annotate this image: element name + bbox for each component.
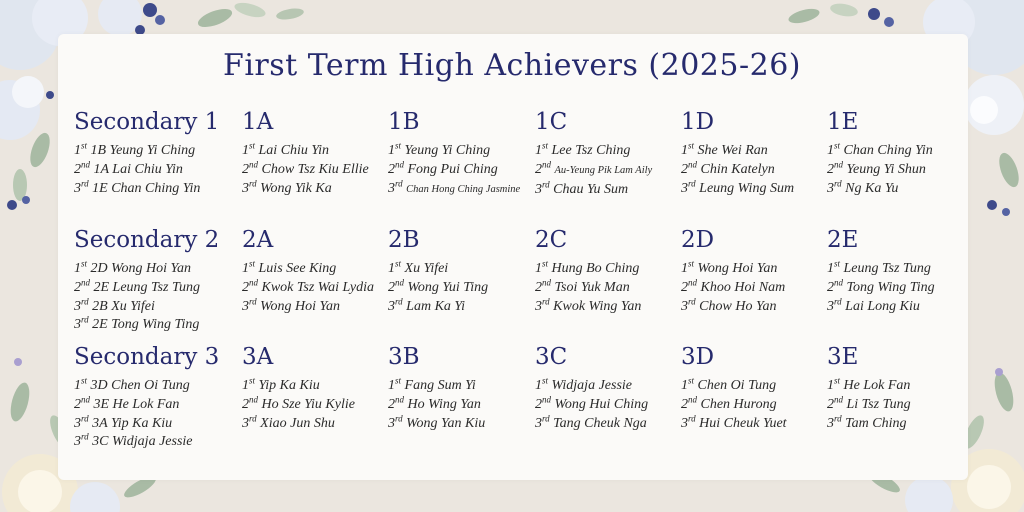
rank-number: 2 bbox=[74, 279, 81, 295]
achiever-entry bbox=[681, 177, 795, 199]
class-section bbox=[388, 228, 488, 316]
class-section bbox=[827, 345, 911, 433]
rank-suffix: nd bbox=[688, 394, 697, 405]
rank-number: 3 bbox=[74, 434, 81, 450]
rank-number: 2 bbox=[827, 161, 834, 177]
rank-suffix: nd bbox=[688, 159, 697, 170]
achiever-entry bbox=[681, 142, 794, 161]
student-name: Yeung Yi Shun bbox=[846, 161, 926, 177]
rank-suffix: nd bbox=[249, 159, 258, 170]
achiever-list bbox=[827, 377, 911, 433]
student-name: 2D Wong Hoi Yan bbox=[90, 261, 192, 276]
student-name: Tang Cheuk Nga bbox=[553, 415, 647, 431]
achiever-entry bbox=[535, 161, 652, 181]
rank-number: 3 bbox=[827, 298, 834, 314]
student-name: 1B Yeung Yi Ching bbox=[90, 143, 196, 158]
rank-suffix: nd bbox=[249, 394, 258, 405]
rank-number: 3 bbox=[827, 180, 834, 196]
rank-number: 1 bbox=[242, 378, 249, 393]
achiever-list bbox=[827, 142, 933, 198]
achiever-entry bbox=[74, 295, 219, 317]
achiever-entry bbox=[74, 433, 219, 452]
student-name: 1A Lai Chiu Yin bbox=[93, 161, 183, 177]
student-name: Kwok Wing Yan bbox=[553, 298, 642, 314]
rank-suffix: nd bbox=[834, 394, 843, 405]
rank-suffix: st bbox=[542, 140, 549, 151]
student-name: 3D Chen Oi Tung bbox=[90, 378, 190, 393]
class-heading: 2C bbox=[535, 227, 568, 253]
rank-suffix: rd bbox=[834, 177, 842, 188]
rank-number: 1 bbox=[535, 378, 542, 393]
rank-number: 1 bbox=[242, 261, 249, 276]
student-name: Yip Ka Kiu bbox=[258, 378, 320, 393]
achiever-entry bbox=[827, 260, 935, 279]
rank-number: 3 bbox=[535, 181, 542, 197]
achiever-entry bbox=[74, 279, 219, 298]
rank-number: 1 bbox=[827, 378, 834, 393]
class-heading: 3C bbox=[535, 344, 568, 370]
rank-number: 2 bbox=[74, 396, 81, 412]
class-section bbox=[242, 345, 355, 433]
achiever-entry bbox=[827, 396, 911, 415]
rank-suffix: nd bbox=[688, 277, 697, 288]
student-name: Chan Hong Ching Jasmine bbox=[406, 183, 521, 195]
achiever-list bbox=[827, 260, 935, 316]
achiever-entry bbox=[242, 396, 355, 415]
student-name: Hui Cheuk Yuet bbox=[699, 415, 787, 431]
rank-suffix: st bbox=[834, 140, 841, 151]
rank-suffix: rd bbox=[249, 295, 257, 306]
rank-suffix: st bbox=[395, 375, 402, 386]
rank-suffix: rd bbox=[688, 177, 696, 188]
student-name: Wong Yik Ka bbox=[260, 180, 332, 196]
rank-suffix: rd bbox=[834, 295, 842, 306]
rank-number: 2 bbox=[388, 161, 395, 177]
rank-number: 1 bbox=[74, 378, 81, 393]
rank-suffix: st bbox=[542, 258, 549, 269]
achiever-entry bbox=[681, 412, 787, 434]
rank-number: 3 bbox=[681, 180, 688, 196]
rank-suffix: nd bbox=[542, 159, 551, 170]
secondary-3-section bbox=[74, 345, 219, 452]
achiever-list bbox=[74, 142, 219, 198]
rank-suffix: nd bbox=[81, 159, 90, 170]
achiever-entry bbox=[242, 279, 374, 298]
class-heading: 3E bbox=[827, 344, 859, 370]
student-name: Wong Hoi Yan bbox=[260, 298, 341, 314]
student-name: Lai Long Kiu bbox=[845, 298, 920, 314]
rank-suffix: st bbox=[834, 258, 841, 269]
student-name: Yeung Yi Ching bbox=[404, 143, 491, 158]
rank-suffix: nd bbox=[395, 159, 404, 170]
achiever-entry bbox=[388, 295, 488, 317]
class-section bbox=[388, 345, 485, 433]
rank-suffix: nd bbox=[395, 277, 404, 288]
rank-suffix: nd bbox=[81, 277, 90, 288]
student-name: Leung Wing Sum bbox=[699, 180, 795, 196]
rank-number: 3 bbox=[388, 180, 395, 196]
secondary-1-section bbox=[74, 110, 219, 198]
rank-number: 1 bbox=[74, 143, 81, 158]
student-name: Widjaja Jessie bbox=[551, 378, 633, 393]
class-section bbox=[681, 345, 787, 433]
achiever-entry bbox=[681, 161, 794, 180]
rank-number: 2 bbox=[681, 161, 688, 177]
achiever-entry bbox=[827, 412, 911, 434]
rank-number: 2 bbox=[681, 279, 688, 295]
rank-suffix: st bbox=[249, 140, 256, 151]
class-heading: 2D bbox=[681, 227, 715, 253]
secondary-2-section bbox=[74, 228, 219, 335]
student-name: 3A Yip Ka Kiu bbox=[92, 415, 173, 431]
rank-suffix: st bbox=[688, 140, 695, 151]
student-name: Wong Yui Ting bbox=[407, 279, 489, 295]
achiever-entry bbox=[388, 142, 520, 161]
rank-number: 1 bbox=[535, 261, 542, 276]
student-name: Ho Wing Yan bbox=[407, 396, 481, 412]
student-name: Chau Yu Sum bbox=[553, 181, 629, 197]
student-name: She Wei Ran bbox=[697, 143, 768, 158]
rank-number: 3 bbox=[388, 415, 395, 431]
rank-suffix: rd bbox=[395, 412, 403, 423]
rank-number: 3 bbox=[827, 415, 834, 431]
rank-number: 3 bbox=[681, 298, 688, 314]
student-name: Chin Katelyn bbox=[700, 161, 775, 177]
rank-number: 2 bbox=[388, 279, 395, 295]
student-name: Tam Ching bbox=[845, 415, 907, 431]
rank-number: 1 bbox=[681, 143, 688, 158]
student-name: He Lok Fan bbox=[843, 378, 911, 393]
section-heading: Secondary 2 bbox=[74, 227, 220, 253]
rank-number: 3 bbox=[242, 415, 249, 431]
class-heading: 2A bbox=[242, 227, 274, 253]
student-name: Kwok Tsz Wai Lydia bbox=[261, 279, 375, 295]
achiever-entry bbox=[827, 161, 933, 180]
achiever-entry bbox=[74, 142, 219, 161]
class-section bbox=[242, 110, 369, 198]
achiever-list bbox=[388, 377, 485, 433]
achiever-entry bbox=[388, 177, 521, 200]
class-heading: 1B bbox=[388, 109, 420, 135]
rank-suffix: nd bbox=[834, 159, 843, 170]
rank-suffix: rd bbox=[688, 295, 696, 306]
rank-number: 1 bbox=[827, 143, 834, 158]
rank-suffix: nd bbox=[81, 394, 90, 405]
rank-number: 2 bbox=[242, 396, 249, 412]
rank-number: 2 bbox=[74, 161, 81, 177]
achiever-entry bbox=[681, 396, 787, 415]
rank-number: 2 bbox=[535, 161, 542, 177]
achiever-entry bbox=[242, 412, 355, 434]
rank-suffix: st bbox=[81, 140, 88, 151]
rank-number: 2 bbox=[242, 279, 249, 295]
class-heading: 3D bbox=[681, 344, 715, 370]
class-section bbox=[681, 228, 785, 316]
student-name: Wong Hoi Yan bbox=[697, 261, 778, 276]
achiever-list bbox=[681, 142, 794, 198]
student-name: Chen Hurong bbox=[700, 396, 777, 412]
rank-suffix: rd bbox=[249, 412, 257, 423]
achiever-entry bbox=[388, 412, 486, 434]
class-section bbox=[535, 110, 652, 199]
rank-suffix: st bbox=[834, 375, 841, 386]
page-title: First Term High Achievers (2025-26) bbox=[223, 48, 801, 83]
rank-number: 1 bbox=[388, 378, 395, 393]
class-section bbox=[827, 228, 935, 316]
achiever-entry bbox=[74, 377, 219, 396]
rank-number: 3 bbox=[74, 298, 81, 314]
rank-suffix: st bbox=[249, 375, 256, 386]
achiever-list bbox=[681, 260, 785, 316]
student-name: Lam Ka Yi bbox=[406, 298, 466, 314]
achiever-list bbox=[535, 377, 648, 433]
student-name: 1E Chan Ching Yin bbox=[92, 180, 201, 196]
achiever-entry bbox=[388, 279, 488, 298]
student-name: Au-Yeung Pik Lam Aily bbox=[554, 164, 653, 176]
achiever-entry bbox=[535, 412, 648, 434]
student-name: 2E Leung Tsz Tung bbox=[93, 279, 200, 295]
rank-number: 1 bbox=[74, 261, 81, 276]
student-name: Tsoi Yuk Man bbox=[554, 279, 630, 295]
rank-suffix: rd bbox=[834, 412, 842, 423]
student-name: Chan Ching Yin bbox=[843, 143, 933, 158]
rank-number: 3 bbox=[535, 298, 542, 314]
rank-suffix: st bbox=[395, 258, 402, 269]
achiever-list bbox=[535, 260, 641, 316]
achiever-entry bbox=[535, 295, 642, 317]
achiever-list bbox=[74, 260, 219, 335]
rank-number: 2 bbox=[242, 161, 249, 177]
rank-suffix: nd bbox=[395, 394, 404, 405]
rank-suffix: rd bbox=[249, 177, 257, 188]
achiever-entry bbox=[388, 396, 485, 415]
rank-number: 2 bbox=[535, 396, 542, 412]
achiever-entry bbox=[242, 260, 374, 279]
achiever-entry bbox=[74, 260, 219, 279]
rank-suffix: nd bbox=[249, 277, 258, 288]
rank-suffix: nd bbox=[542, 394, 551, 405]
rank-suffix: rd bbox=[542, 412, 550, 423]
rank-suffix: nd bbox=[834, 277, 843, 288]
rank-suffix: st bbox=[542, 375, 549, 386]
rank-suffix: rd bbox=[395, 295, 403, 306]
section-heading: Secondary 1 bbox=[74, 109, 220, 135]
achiever-entry bbox=[535, 279, 641, 298]
class-heading: 1E bbox=[827, 109, 859, 135]
student-name: Fong Pui Ching bbox=[407, 161, 498, 177]
achiever-entry bbox=[242, 161, 369, 180]
rank-suffix: st bbox=[81, 375, 88, 386]
achiever-entry bbox=[681, 260, 785, 279]
achiever-entry bbox=[242, 142, 369, 161]
achiever-list bbox=[74, 377, 219, 452]
rank-suffix: st bbox=[249, 258, 256, 269]
class-heading: 1C bbox=[535, 109, 568, 135]
rank-suffix: st bbox=[688, 258, 695, 269]
achiever-entry bbox=[535, 377, 648, 396]
achiever-entry bbox=[535, 178, 652, 200]
rank-number: 3 bbox=[242, 180, 249, 196]
achiever-entry bbox=[827, 295, 935, 317]
class-heading: 1D bbox=[681, 109, 715, 135]
rank-number: 3 bbox=[74, 317, 81, 333]
rank-suffix: st bbox=[688, 375, 695, 386]
class-section bbox=[535, 228, 641, 316]
achiever-entry bbox=[242, 177, 369, 199]
class-heading: 1A bbox=[242, 109, 274, 135]
class-section bbox=[535, 345, 648, 433]
student-name: Chen Oi Tung bbox=[697, 378, 777, 393]
rank-number: 3 bbox=[681, 415, 688, 431]
achiever-list bbox=[388, 260, 488, 316]
student-name: 2B Xu Yifei bbox=[92, 298, 155, 314]
student-name: Luis See King bbox=[258, 261, 337, 276]
student-name: 3C Widjaja Jessie bbox=[92, 434, 193, 450]
rank-suffix: rd bbox=[81, 177, 89, 188]
rank-number: 3 bbox=[242, 298, 249, 314]
rank-suffix: rd bbox=[81, 295, 89, 306]
achiever-entry bbox=[681, 377, 787, 396]
achiever-entry bbox=[74, 177, 219, 199]
achiever-entry bbox=[681, 295, 785, 317]
rank-suffix: rd bbox=[395, 177, 403, 188]
rank-number: 1 bbox=[535, 143, 542, 158]
rank-number: 3 bbox=[388, 298, 395, 314]
student-name: Xiao Jun Shu bbox=[260, 415, 335, 431]
student-name: Tong Wing Ting bbox=[846, 279, 935, 295]
student-name: Lai Chiu Yin bbox=[258, 143, 330, 158]
achiever-list bbox=[535, 142, 652, 199]
rank-number: 1 bbox=[681, 378, 688, 393]
rank-number: 3 bbox=[74, 180, 81, 196]
achiever-entry bbox=[827, 377, 911, 396]
rank-number: 1 bbox=[388, 143, 395, 158]
student-name: Fang Sum Yi bbox=[404, 378, 476, 393]
achiever-list bbox=[242, 377, 355, 433]
rank-number: 1 bbox=[242, 143, 249, 158]
section-heading: Secondary 3 bbox=[74, 344, 220, 370]
achiever-list bbox=[242, 260, 374, 316]
rank-number: 1 bbox=[827, 261, 834, 276]
student-name: Chow Tsz Kiu Ellie bbox=[261, 161, 369, 177]
achiever-entry bbox=[535, 260, 641, 279]
achiever-entry bbox=[827, 142, 933, 161]
rank-number: 2 bbox=[681, 396, 688, 412]
achiever-entry bbox=[242, 295, 374, 317]
achiever-entry bbox=[242, 377, 355, 396]
class-heading: 2B bbox=[388, 227, 420, 253]
achiever-list bbox=[242, 142, 369, 198]
achiever-entry bbox=[74, 396, 219, 415]
rank-number: 2 bbox=[827, 396, 834, 412]
rank-suffix: rd bbox=[542, 178, 550, 189]
rank-number: 3 bbox=[74, 415, 81, 431]
rank-suffix: nd bbox=[542, 277, 551, 288]
student-name: Wong Yan Kiu bbox=[406, 415, 486, 431]
rank-suffix: st bbox=[395, 140, 402, 151]
achiever-list bbox=[681, 377, 787, 433]
rank-suffix: rd bbox=[542, 295, 550, 306]
student-name: Lee Tsz Ching bbox=[551, 143, 631, 158]
achiever-entry bbox=[535, 142, 652, 161]
student-name: Chow Ho Yan bbox=[699, 298, 777, 314]
rank-suffix: rd bbox=[81, 431, 89, 442]
student-name: Ng Ka Yu bbox=[845, 180, 899, 196]
achiever-entry bbox=[388, 161, 520, 180]
student-name: Leung Tsz Tung bbox=[843, 261, 931, 276]
student-name: Ho Sze Yiu Kylie bbox=[261, 396, 355, 412]
achiever-entry bbox=[388, 377, 485, 396]
rank-number: 2 bbox=[388, 396, 395, 412]
student-name: 3E He Lok Fan bbox=[93, 396, 180, 412]
student-name: Li Tsz Tung bbox=[846, 396, 911, 412]
achiever-entry bbox=[827, 279, 935, 298]
class-section bbox=[242, 228, 374, 316]
rank-number: 1 bbox=[681, 261, 688, 276]
rank-number: 2 bbox=[535, 279, 542, 295]
student-name: Khoo Hoi Nam bbox=[700, 279, 786, 295]
rank-suffix: rd bbox=[81, 412, 89, 423]
class-section bbox=[388, 110, 520, 199]
class-section bbox=[681, 110, 794, 198]
achiever-entry bbox=[535, 396, 648, 415]
class-section bbox=[827, 110, 933, 198]
achiever-entry bbox=[74, 412, 219, 434]
class-heading: 2E bbox=[827, 227, 859, 253]
class-heading: 3A bbox=[242, 344, 274, 370]
achiever-entry bbox=[827, 177, 933, 199]
student-name: Hung Bo Ching bbox=[551, 261, 640, 276]
achiever-entry bbox=[388, 260, 488, 279]
student-name: Wong Hui Ching bbox=[554, 396, 649, 412]
achiever-entry bbox=[74, 161, 219, 180]
rank-number: 2 bbox=[827, 279, 834, 295]
rank-suffix: st bbox=[81, 258, 88, 269]
class-heading: 3B bbox=[388, 344, 420, 370]
rank-suffix: rd bbox=[688, 412, 696, 423]
achiever-list bbox=[388, 142, 520, 199]
rank-number: 1 bbox=[388, 261, 395, 276]
student-name: 2E Tong Wing Ting bbox=[92, 317, 200, 333]
achiever-entry bbox=[74, 316, 219, 335]
student-name: Xu Yifei bbox=[404, 261, 449, 276]
achiever-entry bbox=[681, 279, 785, 298]
rank-suffix: rd bbox=[81, 314, 89, 325]
rank-number: 3 bbox=[535, 415, 542, 431]
